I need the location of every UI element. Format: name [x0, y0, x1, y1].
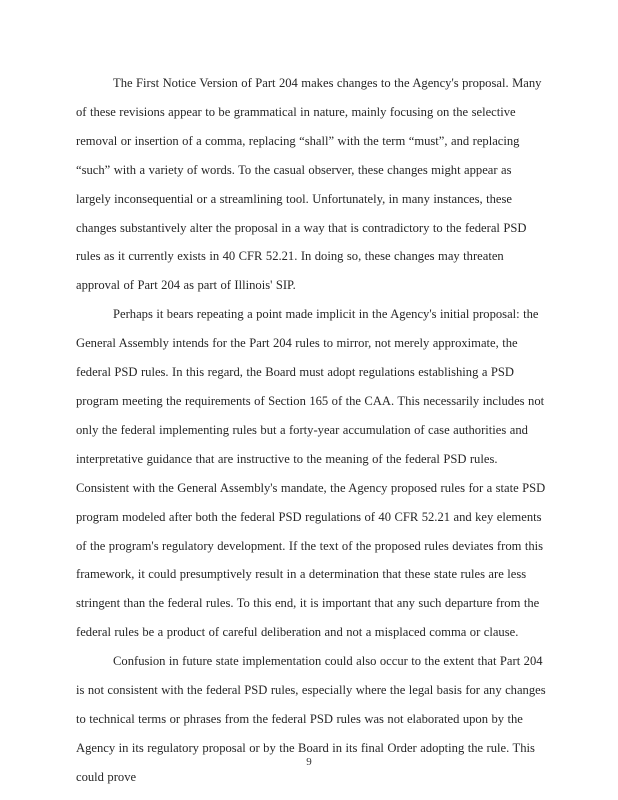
- paragraph-first-notice-changes: The First Notice Version of Part 204 makes changes to the Agency's proposal. Many of these revisions appear to be grammatical in nature, mainly focusing on the selective removal or insertion of a comma, replacing “shall” with the term “must”, and replacing “such” with a variety of words. To the casual observer, these changes might appear as largely inconsequential or a streamlining tool. Unfortunately, in many instances, these changes substantively alter the proposal in a way that is contradictory to the federal PSD rules as it currently exists in 40 CFR 52.21. In doing so, these changes may threaten approval of Part 204 as part of Illinois' SIP.: [76, 76, 542, 293]
- paragraph-mirror-federal-rules: Perhaps it bears repeating a point made implicit in the Agency's initial proposal: the General Assembly intends for the Part 204 rules to mirror, not merely approximate, the federal PSD rules. In this regard, the Board must adopt regulations establishing a PSD program meeting the requirements of Section 165 of the CAA. This necessarily includes not only the federal implementing rules but a forty-year accumulation of case authorities and interpretative guidance that are instructive to the meaning of the federal PSD rules. Consistent with the General Assembly's mandate, the Agency proposed rules for a state PSD program modeled after both the federal PSD regulations of 40 CFR 52.21 and key elements of the program's regulatory development. If the text of the proposed rules deviates from this framework, it could presumptively result in a determination that these state rules are less stringent than the federal rules. To this end, it is important that any such departure from the federal rules be a product of careful deliberation and not a misplaced comma or clause.: [76, 307, 546, 640]
- paragraph-implementation-confusion: Confusion in future state implementation could also occur to the extent that Part 204 is not consistent with the federal PSD rules, especially where the legal basis for any changes to technical terms or phrases from the federal PSD rules was not elaborated upon by the Agency in its regulatory proposal or by the Board in its final Order adopting the rule. This could prove: [76, 654, 546, 784]
- document-body: [76, 69, 548, 792]
- page-number: 9: [306, 756, 312, 768]
